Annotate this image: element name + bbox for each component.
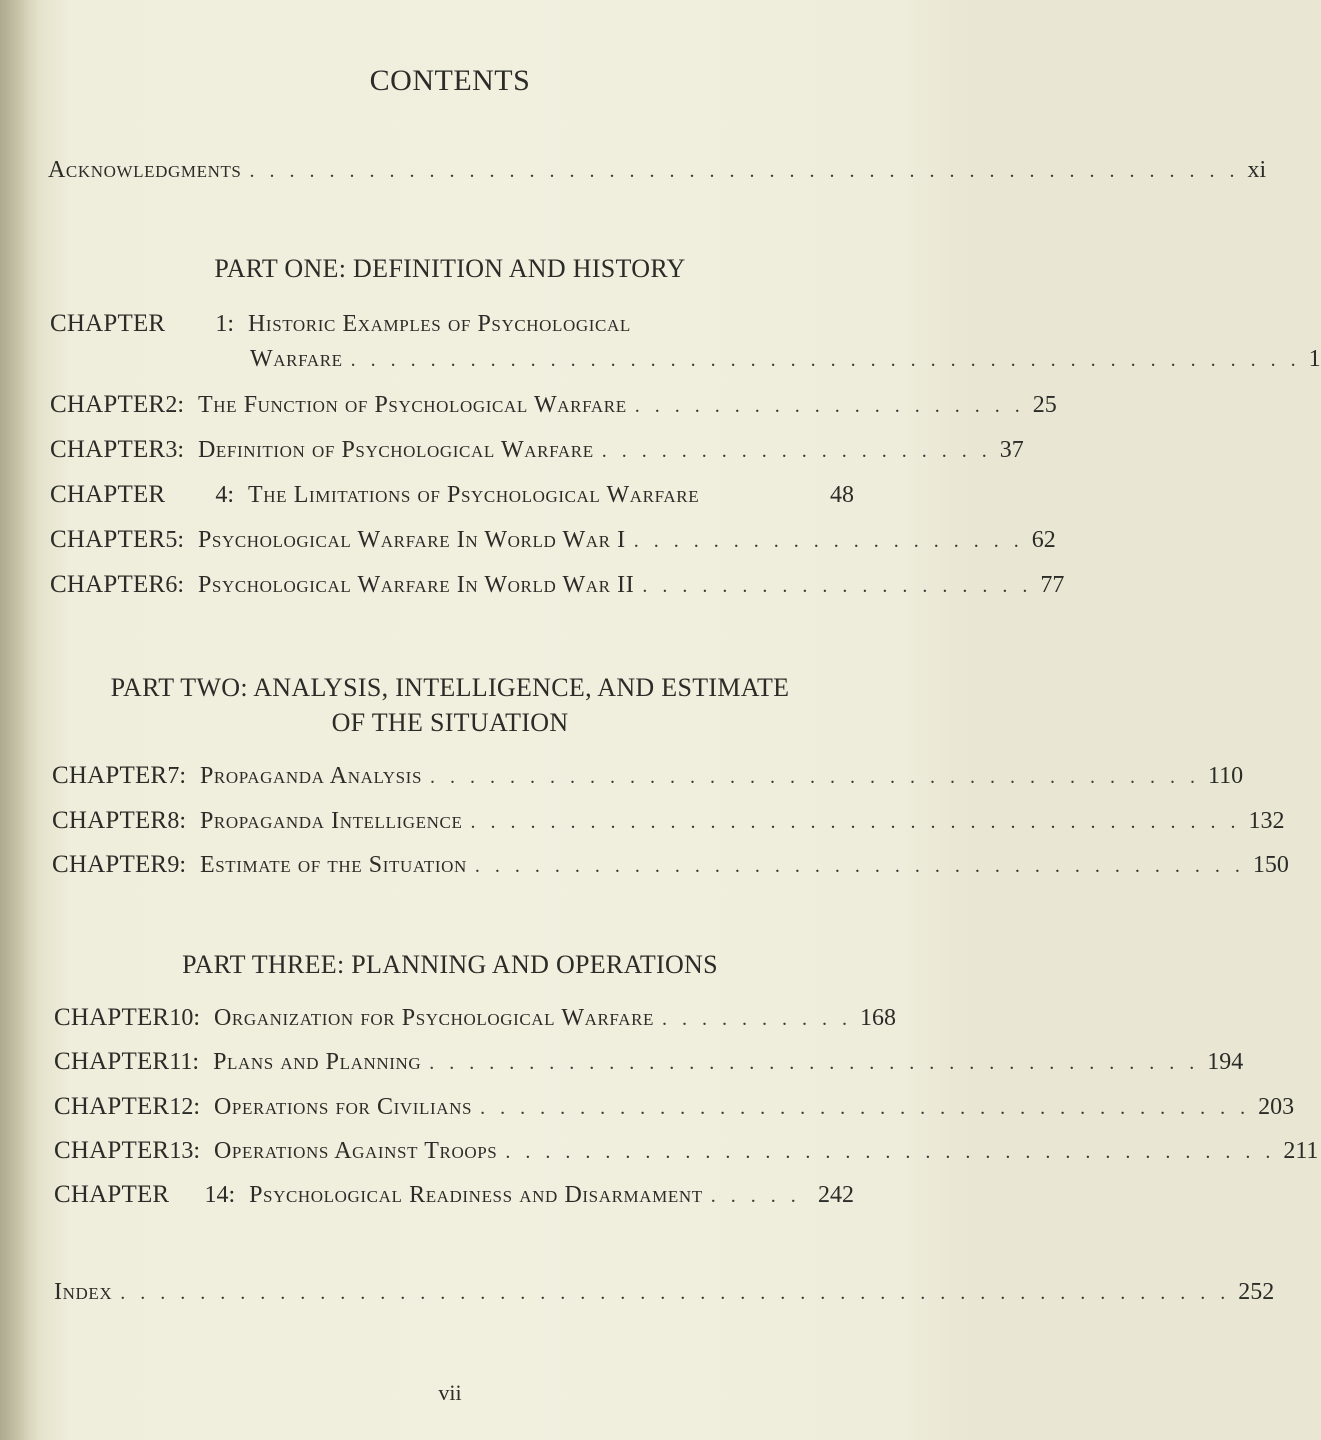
chapter-number: 14: — [204, 1182, 236, 1208]
chapter-label: CHAPTER — [54, 1137, 170, 1164]
page-number: xi — [1247, 157, 1267, 183]
toc-entry-chapter-12[interactable] — [54, 1093, 1295, 1127]
chapter-label: CHAPTER — [52, 851, 168, 878]
page-number: 25 — [1032, 392, 1057, 418]
dot-leader: . . . . . . . . . . . . . . . . . . . . . . . . . . . . . . . . . . . . . . . — [470, 811, 1241, 833]
dot-leader: . . . . . . . . . . . . . . . . . . . . . . . . . . . . . . . . . . . . . . . — [430, 766, 1200, 788]
toc-entry-acknowledgments[interactable] — [48, 157, 1267, 191]
toc-entry-chapter-1[interactable] — [50, 310, 854, 344]
page-number: 211 — [1283, 1138, 1319, 1164]
dot-leader: . . . . . . . . . . . . . . . . . . . . — [634, 395, 1025, 417]
page-title: CONTENTS — [369, 64, 531, 97]
dot-leader: . . . . . . . . . . . . . . . . . . . . — [601, 440, 992, 462]
entry-title: Psychological Warfare In World War II — [197, 572, 635, 598]
entry-title: Propaganda Intelligence — [199, 808, 463, 834]
dot-leader: . . . . . . . . . . . . . . . . . . . . . . . . . . . . . . . . . . . . . . . — [429, 1052, 1200, 1074]
dot-leader: . . . . . . . . . . . . . . . . . . . . . . . . . . . . . . . . . . . . . . . . . . . . . . . . . . . . . . . . — [120, 1282, 1231, 1304]
entry-title: Index — [54, 1279, 113, 1305]
part-one-heading: PART ONE: DEFINITION AND HISTORY — [214, 254, 686, 283]
entry-title: Operations for Civilians — [213, 1094, 473, 1120]
chapter-label: CHAPTER — [50, 310, 166, 337]
dot-leader: . . . . . . . . . . . . . . . . . . . . . . . . . . . . . . . . . . . . . . . . . . . . . . . . . . — [249, 160, 1240, 182]
chapter-label: CHAPTER — [50, 481, 166, 508]
page-number: 62 — [1031, 527, 1056, 553]
chapter-label: CHAPTER — [54, 1048, 170, 1075]
dot-leader: . . . . . . . . . . . . . . . . . . . . . . . . . . . . . . . . . . . . . . . — [474, 855, 1245, 877]
chapter-number: 11: — [169, 1049, 200, 1075]
entry-title: Propaganda Analysis — [199, 763, 422, 789]
chapter-number: 10: — [169, 1005, 200, 1031]
chapter-number: 13: — [169, 1138, 200, 1164]
page-number: 242 — [818, 1182, 854, 1208]
page-number: 110 — [1208, 763, 1244, 789]
toc-entry-chapter-14[interactable] — [54, 1181, 854, 1215]
chapter-number: 5: — [165, 527, 184, 553]
chapter-number: 8: — [167, 808, 186, 834]
entry-title: Acknowledgments — [48, 157, 242, 183]
entry-title: Psychological Warfare In World War I — [197, 527, 626, 553]
toc-entry-chapter-9[interactable] — [52, 851, 1289, 885]
toc-entry-chapter-1-cont[interactable] — [250, 346, 1321, 380]
dot-leader: . . . . . . . . . . . . . . . . . . . . . . . . . . . . . . . . . . . . . . . — [505, 1141, 1276, 1163]
dot-leader: . . . . . . . . . . . . . . . . . . . . — [642, 575, 1033, 597]
page-number: 1 — [1308, 346, 1321, 372]
part-two-heading-line2: OF THE SITUATION — [331, 708, 569, 737]
chapter-label: CHAPTER — [54, 1093, 170, 1120]
entry-title: Organization for Psychological Warfare — [213, 1005, 654, 1031]
part-three-heading: PART THREE: PLANNING AND OPERATIONS — [182, 950, 718, 979]
chapter-number: 1: — [215, 311, 234, 337]
chapter-number: 2: — [165, 392, 184, 418]
toc-entry-index[interactable] — [54, 1279, 1275, 1313]
dot-leader: . . . . . — [710, 1185, 801, 1207]
toc-entry-chapter-11[interactable] — [54, 1048, 1244, 1082]
entry-title: Estimate of the Situation — [199, 852, 467, 878]
dot-leader: . . . . . . . . . . . . . . . . . . . . — [633, 530, 1024, 552]
toc-entry-chapter-10[interactable] — [54, 1004, 896, 1038]
chapter-label: CHAPTER — [54, 1004, 170, 1031]
dot-leader: . . . . . . . . . . . . . . . . . . . . . . . . . . . . . . . . . . . . . . . — [480, 1097, 1251, 1119]
entry-title: Definition of Psychological Warfare — [197, 437, 594, 463]
toc-entry-chapter-4[interactable] — [50, 481, 854, 515]
page-number: 37 — [999, 437, 1024, 463]
page-number: 77 — [1040, 572, 1065, 598]
chapter-number: 9: — [167, 852, 186, 878]
chapter-number: 6: — [165, 572, 184, 598]
page-number: 194 — [1207, 1049, 1244, 1075]
entry-title: Plans and Planning — [213, 1049, 422, 1075]
part-two-heading: PART TWO: ANALYSIS, INTELLIGENCE, AND ESTIMATE — [110, 673, 790, 702]
toc-entry-chapter-2[interactable] — [50, 391, 1057, 425]
chapter-label: CHAPTER — [54, 1181, 170, 1208]
page-number: 168 — [860, 1005, 896, 1031]
page-gutter-shadow — [0, 0, 40, 1440]
entry-title: Operations Against Troops — [213, 1138, 498, 1164]
page-number: 203 — [1258, 1094, 1295, 1120]
dot-leader: . . . . . . . . . . . . . . . . . . . . . . . . . . . . . . . . . . . . . . . . . . . . . . . . — [350, 349, 1301, 371]
entry-title-continued: Warfare — [250, 346, 343, 372]
chapter-number: 7: — [167, 763, 186, 789]
chapter-label: CHAPTER — [50, 571, 166, 598]
toc-entry-chapter-13[interactable] — [54, 1137, 1319, 1171]
entry-title: The Function of Psychological Warfare — [197, 392, 627, 418]
entry-title: Historic Examples of Psychological — [248, 311, 631, 337]
chapter-label: CHAPTER — [50, 391, 166, 418]
toc-entry-chapter-5[interactable] — [50, 526, 1056, 560]
page-number: 48 — [830, 482, 854, 508]
toc-entry-chapter-3[interactable] — [50, 436, 1024, 470]
dot-leader: . . . . . . . . . . — [662, 1008, 852, 1030]
page-number: 150 — [1252, 852, 1289, 878]
page-folio: vii — [438, 1380, 462, 1405]
chapter-number: 3: — [165, 437, 184, 463]
page-number: 132 — [1248, 808, 1285, 834]
toc-entry-chapter-6[interactable] — [50, 571, 1065, 605]
toc-entry-chapter-7[interactable] — [52, 762, 1244, 796]
chapter-number: 12: — [169, 1094, 200, 1120]
toc-entry-chapter-8[interactable] — [52, 807, 1285, 841]
entry-title: Psychological Readiness and Disarmament — [249, 1182, 703, 1208]
chapter-number: 4: — [215, 482, 234, 508]
chapter-label: CHAPTER — [52, 762, 168, 789]
entry-title: The Limitations of Psychological Warfare — [248, 482, 700, 508]
chapter-label: CHAPTER — [52, 807, 168, 834]
page-number: 252 — [1238, 1279, 1275, 1305]
chapter-label: CHAPTER — [50, 526, 166, 553]
chapter-label: CHAPTER — [50, 436, 166, 463]
